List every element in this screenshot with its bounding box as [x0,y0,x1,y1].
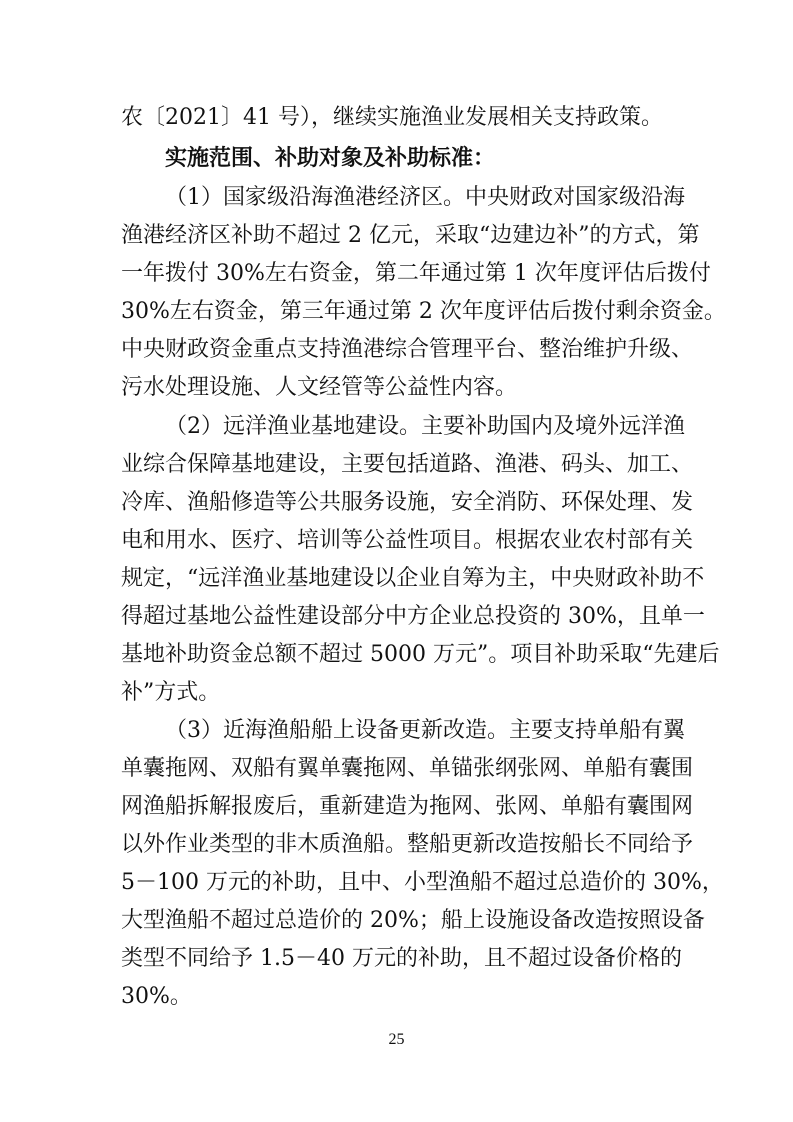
text-line: 以外作业类型的非木质渔船。整船更新改造按船长不同给予 [121,832,694,857]
text-line: 网渔船拆解报废后，重新建造为拖网、张网、单船有囊围网 [121,794,694,819]
text-line: 补”方式。 [121,680,221,705]
text-line: 农〔2021〕41 号），继续实施渔业发展相关支持政策。 [121,105,663,130]
page-number: 25 [388,1031,405,1048]
text-line: （3）近海渔船船上设备更新改造。主要支持单船有翼 [165,718,685,743]
text-line: 大型渔船不超过总造价的 20%；船上设施设备改造按照设备 [121,908,705,933]
text-line: 业综合保障基地建设，主要包括道路、渔港、码头、加工、 [121,452,694,477]
text-line: 一年拨付 30%左右资金，第二年通过第 1 次年度评估后拨付 [121,261,711,286]
text-line: 30%左右资金，第三年通过第 2 次年度评估后拨付剩余资金。 [121,299,726,324]
text-line: （1）国家级沿海渔港经济区。中央财政对国家级沿海 [165,185,685,210]
text-line: 污水处理设施、人文经管等公益性内容。 [121,375,518,400]
text-line: 30%。 [121,984,192,1009]
text-line: 基地补助资金总额不超过 5000 万元”。项目补助采取“先建后 [121,642,720,667]
text-line: 类型不同给予 1.5－40 万元的补助，且不超过设备价格的 [121,946,682,971]
text-line: 渔港经济区补助不超过 2 亿元，采取“边建边补”的方式，第 [121,223,700,248]
section-heading: 实施范围、补助对象及补助标准： [165,145,496,171]
text-line: 冷库、渔船修造等公共服务设施，安全消防、环保处理、发 [121,490,694,515]
text-line: 单囊拖网、双船有翼单囊拖网、单锚张纲张网、单船有囊围 [121,756,694,781]
text-line: 得超过基地公益性建设部分中方企业总投资的 30%，且单一 [121,604,705,629]
text-line: 规定，“远洋渔业基地建设以企业自筹为主，中央财政补助不 [121,566,705,591]
text-line: 中央财政资金重点支持渔港综合管理平台、整治维护升级、 [121,337,694,362]
text-line: 电和用水、医疗、培训等公益性项目。根据农业农村部有关 [121,528,694,553]
text-line: 5－100 万元的补助，且中、小型渔船不超过总造价的 30%， [121,870,724,895]
text-line: （2）远洋渔业基地建设。主要补助国内及境外远洋渔 [165,414,685,439]
